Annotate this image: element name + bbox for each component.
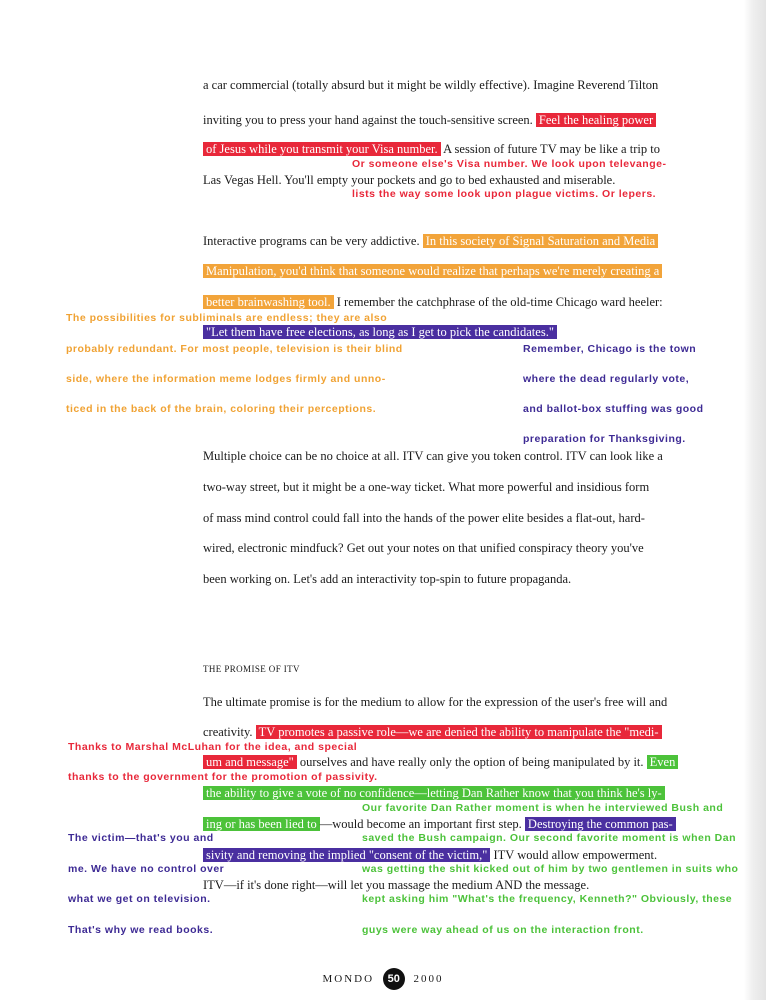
body-text: Interactive programs can be very addictive. xyxy=(203,234,423,248)
page-footer xyxy=(0,968,766,990)
body-text: creativity. xyxy=(203,725,256,739)
margin-note-subliminal: side, where the information meme lodges firmly and unno- xyxy=(66,373,386,385)
margin-note-subliminal: ticed in the back of the brain, coloring their perceptions. xyxy=(66,403,377,415)
body-text: —would become an important first step. xyxy=(319,817,525,831)
body-text: ourselves and have really only the option of being manipulated by it. xyxy=(296,755,647,769)
margin-note-victim: The victim—that's you and xyxy=(68,832,214,844)
body-text-line: Multiple choice can be no choice at all. ITV can give you token control. ITV can look like a xyxy=(203,449,663,463)
margin-note-chicago: and ballot-box stuffing was good xyxy=(523,403,704,415)
margin-note-mcluhan: Thanks to Marshal McLuhan for the idea, and special xyxy=(68,741,358,753)
highlight-purple: "Let them have free elections, as long as I get to pick the candidates." xyxy=(203,325,557,339)
highlight-purple: sivity and removing the implied "consent of the victim," xyxy=(203,848,490,862)
margin-note-rather: Our favorite Dan Rather moment is when he interviewed Bush and xyxy=(362,802,724,814)
highlight-green: the ability to give a vote of no confidence—letting Dan Rather know that you think he's ly- xyxy=(203,786,665,800)
body-text-line xyxy=(203,141,660,157)
margin-note-rather: saved the Bush campaign. Our second favorite moment is when Dan xyxy=(362,832,736,844)
highlight-orange: Manipulation, you'd think that someone would realize that perhaps we're merely creating a xyxy=(203,264,662,278)
body-text-line: been working on. Let's add an interactivity top-spin to future propaganda. xyxy=(203,572,572,586)
body-text-line xyxy=(203,233,658,249)
footer-magazine-name: MONDO xyxy=(322,973,375,985)
body-text-line xyxy=(203,785,665,801)
body-text-line xyxy=(203,816,676,832)
body-text-line xyxy=(203,294,663,310)
margin-note-victim: me. We have no control over xyxy=(68,863,225,875)
body-text-line: two-way street, but it might be a one-way ticket. What more powerful and insidious form xyxy=(203,480,650,494)
margin-note-tilton: Or someone else's Visa number. We look upon televange- xyxy=(352,158,667,170)
body-text-line: Las Vegas Hell. You'll empty your pockets and go to bed exhausted and miserable. xyxy=(203,173,616,187)
page-number: 50 xyxy=(383,968,405,990)
page-edge-shadow xyxy=(744,0,766,1000)
body-text-line xyxy=(203,324,557,340)
body-text: A session of future TV may be like a trip to xyxy=(440,142,660,156)
highlight-red: um and message" xyxy=(203,755,297,769)
margin-note-chicago: where the dead regularly vote, xyxy=(523,373,690,385)
highlight-green: ing or has been lied to xyxy=(203,817,320,831)
margin-note-chicago: Remember, Chicago is the town xyxy=(523,343,697,355)
margin-note-mcluhan: thanks to the government for the promotion of passivity. xyxy=(68,771,378,783)
body-text: ITV would allow empowerment. xyxy=(490,848,658,862)
section-heading: THE PROMISE OF ITV xyxy=(203,664,300,674)
margin-note-victim: That's why we read books. xyxy=(68,924,214,936)
body-text-line xyxy=(203,263,662,279)
highlight-orange: In this society of Signal Saturation and Media xyxy=(423,234,658,248)
body-text-line xyxy=(203,112,656,128)
body-text: inviting you to press your hand against the touch-sensitive screen. xyxy=(203,113,536,127)
highlight-red: of Jesus while you transmit your Visa number. xyxy=(203,142,441,156)
margin-note-rather: was getting the shit kicked out of him by two gentlemen in suits who xyxy=(362,863,739,875)
margin-note-tilton: lists the way some look upon plague victims. Or lepers. xyxy=(352,188,657,200)
body-text-line: ITV—if it's done right—will let you massage the medium AND the message. xyxy=(203,878,590,892)
margin-note-subliminal: The possibilities for subliminals are endless; they are also xyxy=(66,312,388,324)
highlight-purple: Destroying the common pas- xyxy=(525,817,676,831)
margin-note-subliminal: probably redundant. For most people, television is their blind xyxy=(66,343,403,355)
margin-note-rather: guys were way ahead of us on the interaction front. xyxy=(362,924,644,936)
body-text: I remember the catchphrase of the old-time Chicago ward heeler: xyxy=(333,295,663,309)
highlight-red: Feel the healing power xyxy=(536,113,656,127)
body-text-line xyxy=(203,724,662,740)
body-text-line: The ultimate promise is for the medium to allow for the expression of the user's free will and xyxy=(203,695,668,709)
body-text-line xyxy=(203,754,678,770)
body-text-line: wired, electronic mindfuck? Get out your notes on that unified conspiracy theory you've xyxy=(203,541,644,555)
margin-note-rather: kept asking him "What's the frequency, Kenneth?" Obviously, these xyxy=(362,893,733,905)
footer-year: 2000 xyxy=(413,973,444,985)
highlight-orange: better brainwashing tool. xyxy=(203,295,334,309)
body-text-line: of mass mind control could fall into the hands of the power elite besides a flat-out, hard- xyxy=(203,511,645,525)
margin-note-chicago: preparation for Thanksgiving. xyxy=(523,433,686,445)
highlight-green: Even xyxy=(647,755,679,769)
margin-note-victim: what we get on television. xyxy=(68,893,211,905)
highlight-red: TV promotes a passive role—we are denied the ability to manipulate the "medi- xyxy=(256,725,662,739)
body-text-line: a car commercial (totally absurd but it might be wildly effective). Imagine Reverend Tilton xyxy=(203,78,659,92)
body-text-line xyxy=(203,847,657,863)
